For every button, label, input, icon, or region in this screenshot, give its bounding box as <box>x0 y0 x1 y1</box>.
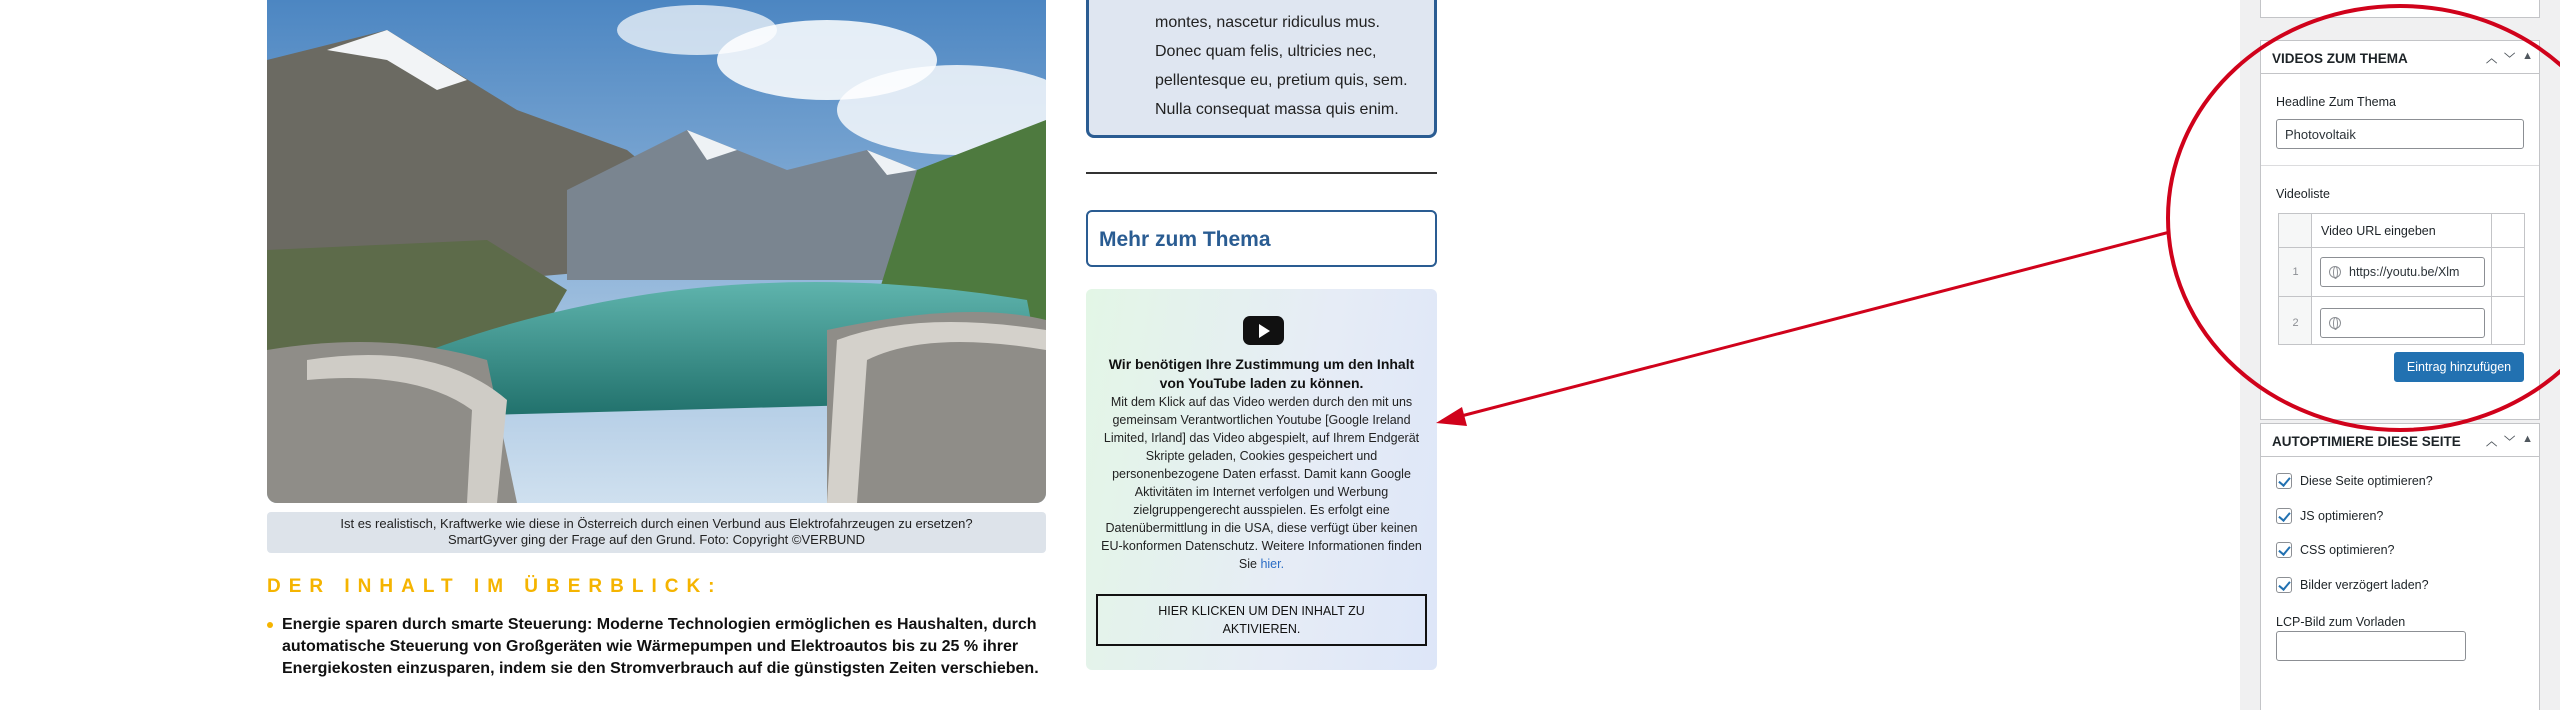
option-label: JS optimieren? <box>2300 509 2384 523</box>
option-label: CSS optimieren? <box>2300 543 2395 557</box>
list-item: Energie sparen durch smarte Steuerung: Moderne Technologien ermöglichen es Haushalten, durch automatische Steuerung von Großgeräten wie Wärmepumpen und Elektroautos bis zu 25 % ihrer Energiekosten einzusparen, indem sie den Stromverbrauch auf die günstigsten Zeiten verschieben. <box>267 614 1047 680</box>
youtube-consent-heading: Wir benötigen Ihre Zustimmung um den Inhalt von YouTube laden zu können. <box>1108 356 1415 391</box>
quote-line: pellentesque eu, pretium quis, sem. <box>1155 72 1408 89</box>
option-optimize-js[interactable] <box>2276 508 2383 524</box>
move-down-icon[interactable]: ﹀ <box>2504 53 2516 65</box>
videoliste-label: Videoliste <box>2276 187 2330 201</box>
checkbox-checked[interactable] <box>2276 577 2292 593</box>
row-number[interactable]: 1 <box>2292 266 2299 278</box>
collapse-icon[interactable]: ▲ <box>2522 50 2533 62</box>
more-info-link[interactable]: hier. <box>1260 557 1285 571</box>
activate-content-button[interactable]: HIER KLICKEN UM DEN INHALT ZU AKTIVIEREN. <box>1096 594 1427 646</box>
quote-line: Donec quam felis, ultricies nec, <box>1155 43 1377 60</box>
lcp-image-input[interactable] <box>2276 631 2466 661</box>
youtube-play-icon[interactable] <box>1243 316 1284 345</box>
caption-line-2: SmartGyver ging der Frage auf den Grund. Foto: Copyright ©VERBUND <box>447 532 866 547</box>
headline-input[interactable] <box>2276 119 2524 149</box>
caption-line-1: Ist es realistisch, Kraftwerke wie diese in Österreich durch einen Verbund aus Elektrofahrzeugen zu ersetzen? <box>340 516 973 531</box>
field-separator <box>2261 165 2539 166</box>
image-caption <box>267 512 1046 553</box>
videos-zum-thema-panel <box>2260 40 2540 420</box>
panel-title: AUTOPTIMIERE DIESE SEITE <box>2272 434 2461 449</box>
youtube-consent-box <box>1086 289 1437 670</box>
option-label: Bilder verzögert laden? <box>2300 578 2429 592</box>
move-down-icon[interactable]: ﹀ <box>2504 436 2516 448</box>
overview-list <box>267 614 1047 680</box>
mehr-zum-thema-heading: Mehr zum Thema <box>1086 210 1437 267</box>
video-url-input[interactable] <box>2320 308 2485 338</box>
arrow-line <box>1442 232 2170 421</box>
divider <box>1086 172 1437 174</box>
alpine-reservoir-illustration <box>267 0 1046 503</box>
panel-header[interactable] <box>2261 424 2539 457</box>
quote-line: montes, nascetur ridiculus mus. <box>1155 14 1380 31</box>
hero-image <box>267 0 1046 503</box>
autoptimize-panel <box>2260 423 2540 710</box>
video-repeater <box>2278 213 2525 345</box>
option-optimize-page[interactable] <box>2276 473 2433 489</box>
add-entry-button[interactable]: Eintrag hinzufügen <box>2394 352 2524 382</box>
youtube-consent-body: Mit dem Klick auf das Video werden durch den mit uns gemeinsam Verantwortlichen Youtube [Google Ireland Limited, Irland] das Video abgespielt, auf Ihrem Endgerät Skripte geladen, Cookies gespeichert und personenbezogene Daten erfasst. Damit kann Google Aktivitäten im Internet verfolgen und Werbung zielgruppengerecht ausspielen. Es erfolgt eine Datenübermittlung in die USA, diese verfügt über keinen EU-konformen Datenschutz. Weitere Informationen finden Sie <box>1101 395 1422 571</box>
panel-header[interactable] <box>2261 41 2539 74</box>
headline-label: Headline Zum Thema <box>2276 95 2396 109</box>
checkbox-checked[interactable] <box>2276 473 2292 489</box>
arrow-head <box>1436 407 1467 426</box>
collapse-icon[interactable]: ▲ <box>2522 433 2533 445</box>
column-header: Video URL eingeben <box>2321 224 2436 238</box>
row-separator <box>2279 296 2524 297</box>
move-up-icon[interactable]: ︿ <box>2486 436 2498 448</box>
quote-line: Nulla consequat massa quis enim. <box>1155 101 1399 118</box>
checkbox-checked[interactable] <box>2276 542 2292 558</box>
video-url-input[interactable] <box>2320 257 2485 287</box>
globe-icon <box>2329 317 2341 329</box>
globe-icon <box>2329 266 2341 278</box>
option-lazy-load[interactable] <box>2276 577 2429 593</box>
checkbox-checked[interactable] <box>2276 508 2292 524</box>
youtube-consent-text <box>1094 393 1429 573</box>
lcp-label: LCP-Bild zum Vorladen <box>2276 615 2406 629</box>
panel-title: VIDEOS ZUM THEMA <box>2272 51 2408 66</box>
overview-heading: DER INHALT IM ÜBERBLICK: <box>267 576 723 597</box>
option-label: Diese Seite optimieren? <box>2300 474 2433 488</box>
row-number[interactable]: 2 <box>2292 317 2299 329</box>
panel-controls <box>2486 50 2533 66</box>
option-optimize-css[interactable] <box>2276 542 2395 558</box>
move-up-icon[interactable]: ︿ <box>2486 53 2498 65</box>
panel-controls <box>2486 433 2533 449</box>
lorem-quote-box <box>1086 0 1437 138</box>
previous-postbox <box>2260 0 2540 18</box>
